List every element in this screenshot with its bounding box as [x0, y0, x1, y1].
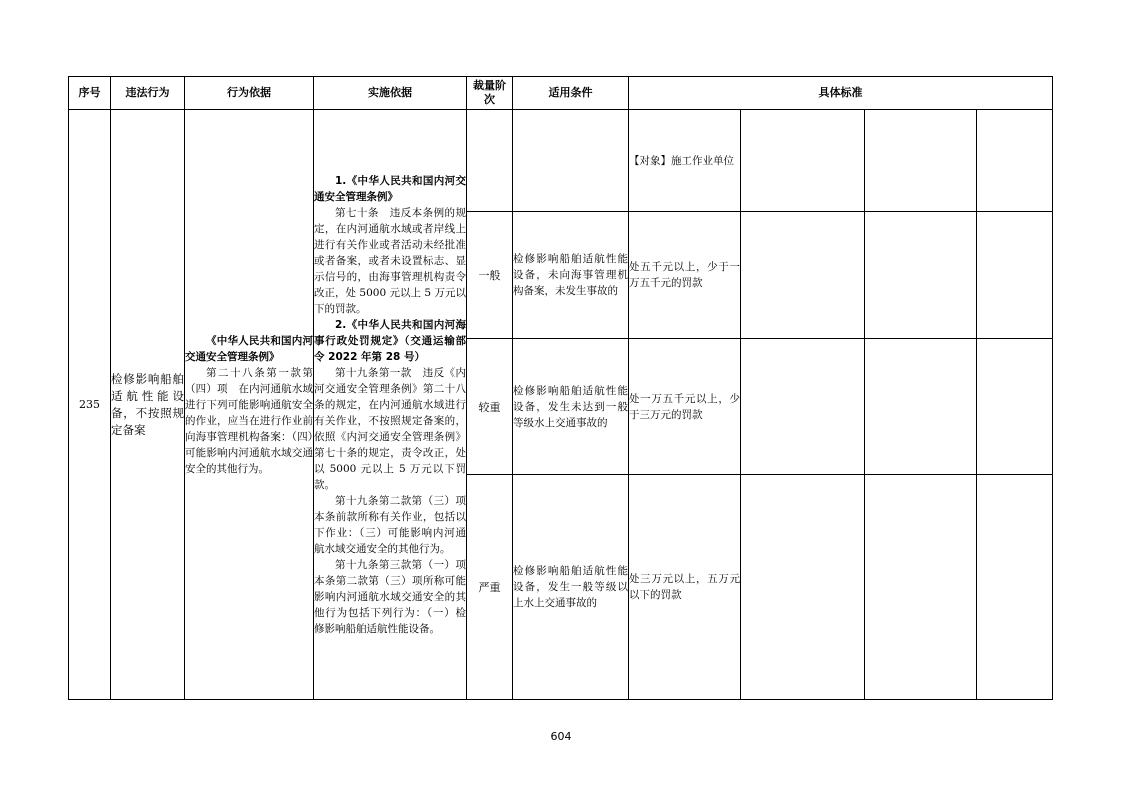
empty-cell	[977, 212, 1053, 339]
empty-cell	[865, 339, 977, 475]
header-condition: 适用条件	[513, 77, 629, 110]
empty-cell	[865, 475, 977, 700]
violation-text: 检修影响船舶适航性能设备，不按照规定备案	[111, 371, 184, 437]
empty-cell	[977, 475, 1053, 700]
empty-cell	[741, 339, 865, 475]
table-row	[69, 110, 1053, 212]
violation-cell	[111, 110, 185, 700]
empty-cell	[741, 110, 865, 212]
impl-text-4: 第十九条第三款第（一）项 本条第二款第（三）项所称可能影响内河通航水域交通安全的其他行为包括下列行为：（一）检修影响船舶适航性能设备。	[314, 558, 477, 635]
empty-cell	[977, 339, 1053, 475]
tier-standard: 【对象】施工作业单位	[629, 110, 741, 212]
page-number: 604	[550, 730, 572, 743]
tier-standard: 处一万五千元以上，少于三万元的罚款	[629, 339, 741, 475]
empty-cell	[865, 212, 977, 339]
implementation-cell	[314, 110, 477, 700]
header-violation: 违法行为	[111, 77, 185, 110]
tier-condition	[513, 110, 629, 212]
impl-text-2: 第十九条第一款 违反《内河交通安全管理条例》第二十八条的规定，在内河通航水域进行有关作业，不按照规定备案的，依照《内河交通安全管理条例》第七十条的规定，责令改正，处以 5000 元以上 5 万元以下罚款。	[314, 366, 466, 491]
tier-condition: 检修影响船舶适航性能设备，发生一般等级以上水上交通事故的	[513, 475, 629, 700]
tier-level: 较重	[467, 339, 513, 475]
empty-cell	[741, 475, 865, 700]
header-seq: 序号	[69, 77, 111, 110]
seq-cell: 235	[69, 110, 111, 700]
empty-cell	[865, 110, 977, 212]
impl-text-3: 第十九条第二款第（三）项 本条前款所称有关作业，包括以下作业：（三）可能影响内河通航水域交通安全的其他行为。	[314, 494, 477, 555]
header-row	[69, 77, 1053, 110]
impl-title-2: 2.《中华人民共和国内河海事行政处罚规定》（交通运输部令 2022 年第 28 号）	[314, 318, 466, 363]
empty-cell	[977, 110, 1053, 212]
header-implementation: 实施依据	[314, 77, 467, 110]
penalty-standard-table	[68, 76, 1053, 700]
impl-title-1: 1.《中华人民共和国内河交通安全管理条例》	[314, 174, 466, 203]
basis-title: 《中华人民共和国内河交通安全管理条例》	[185, 334, 313, 363]
tier-standard: 处五千元以上，少于一万五千元的罚款	[629, 212, 741, 339]
tier-level: 一般	[467, 212, 513, 339]
tier-level: 严重	[467, 475, 513, 700]
tier-condition: 检修影响船舶适航性能设备，未向海事管理机构备案，未发生事故的	[513, 212, 629, 339]
basis-cell	[185, 110, 314, 700]
tier-level	[467, 110, 513, 212]
impl-text-1: 第七十条 违反本条例的规定，在内河通航水域或者岸线上进行有关作业或者活动未经批准或者备案，或者未设置标志、显示信号的，由海事管理机构责令改正，处 5000 元以上 5 万元以下的罚款。	[314, 206, 466, 315]
header-basis: 行为依据	[185, 77, 314, 110]
header-level: 裁量阶次	[467, 77, 513, 110]
basis-text: 第二十八条第一款第（四）项 在内河通航水域进行下列可能影响通航安全的作业，应当在进行作业前向海事管理机构备案：（四）可能影响内河通航水域交通安全的其他行为。	[185, 366, 313, 475]
tier-standard: 处三万元以上，五万元以下的罚款	[629, 475, 741, 700]
empty-cell	[741, 212, 865, 339]
tier-condition: 检修影响船舶适航性能设备，发生未达到一般等级水上交通事故的	[513, 339, 629, 475]
header-standard: 具体标准	[629, 77, 1053, 110]
